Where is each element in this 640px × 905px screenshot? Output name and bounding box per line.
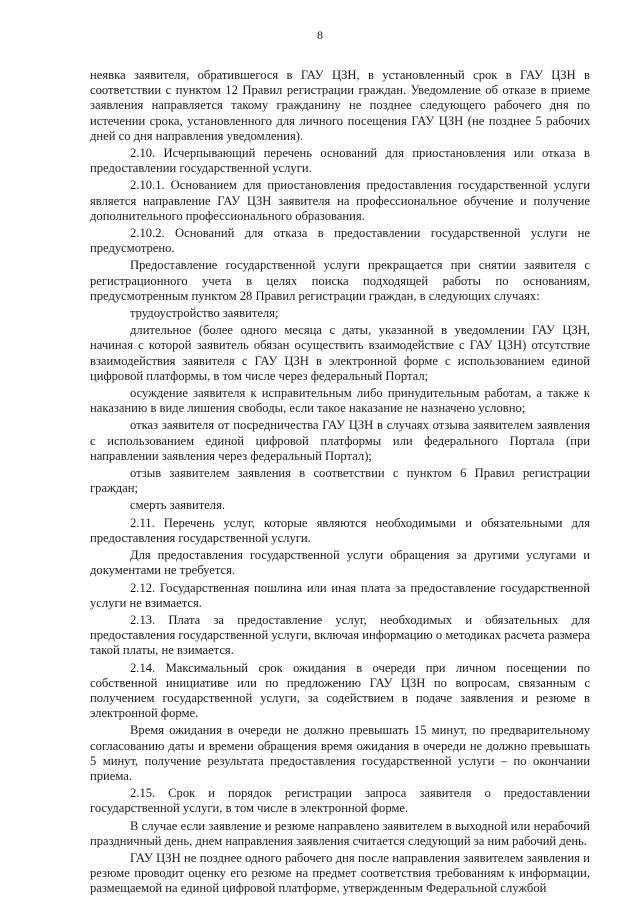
page-number: 8: [317, 28, 323, 42]
paragraph: 2.14. Максимальный срок ожидания в очереди при личном посещении по собственной инициативе или по предложению ГАУ ЦЗН по вопросам, связанным с получением государственной услуги, за содействием в подаче заявления и резюме в электронной форме.: [90, 660, 590, 721]
paragraph: длительное (более одного месяца с даты, указанной в уведомлении ГАУ ЦЗН, начиная с которой заявитель обязан осуществить взаимодействие с ГАУ ЦЗН) отсутствие взаимодействия заявителя с ГАУ ЦЗН в электронной форме с использованием единой цифровой платформы, в том числе через федеральный Портал;: [90, 323, 590, 383]
paragraph: смерть заявителя.: [130, 498, 226, 513]
paragraph: осуждение заявителя к исправительным либо принудительным работам, а также к наказанию в виде лишения свободы, если такое наказание не назначено условно;: [90, 386, 590, 416]
paragraph: ГАУ ЦЗН не позднее одного рабочего дня после направления заявителем заявления и резюме проводит оценку его резюме на предмет соответствия требованиям к информации, размещаемой на единой цифровой платформе, утвержденным Федеральной службой: [90, 850, 590, 896]
paragraph: В случае если заявление и резюме направлено заявителем в выходной или нерабочий праздничный день, днем направления заявления считается следующий за ним рабочий день.: [90, 818, 590, 848]
document-body: [90, 68, 590, 899]
paragraph: отзыв заявителем заявления в соответствии с пунктом 6 Правил регистрации граждан;: [90, 466, 590, 496]
paragraph: 2.13. Плата за предоставление услуг, необходимых и обязательных для предоставления государственной услуги, включая информацию о методиках расчета размера такой платы, не взимается.: [90, 612, 590, 658]
paragraph: 2.15. Срок и порядок регистрации запроса заявителя о предоставлении государственной услуги, в том числе в электронной форме.: [90, 786, 590, 816]
paragraph: отказ заявителя от посредничества ГАУ ЦЗН в случаях отзыва заявителем заявления с использованием единой цифровой платформы или федерального Портала (при направлении заявления через федеральный Портал);: [90, 418, 590, 463]
paragraph: Время ожидания в очереди не должно превышать 15 минут, по предварительному согласованию даты и времени обращения время ожидания в очереди не должно превышать 5 минут, получение результата предоставления государственной услуги – по окончании приема.: [90, 723, 590, 783]
paragraph: неявка заявителя, обратившегося в ГАУ ЦЗН, в установленный срок в ГАУ ЦЗН в соответствии с пунктом 12 Правил регистрации граждан. Уведомление об отказе в приеме заявления направляется такому гражданину не позднее следующего рабочего дня по истечении срока, установленного для личного посещения ГАУ ЦЗН (не позднее 5 рабочих дней со дня направления уведомления).: [90, 68, 590, 143]
paragraph: 2.10.1. Основанием для приостановления предоставления государственной услуги является направление ГАУ ЦЗН заявителя на профессиональное обучение и получение дополнительного профессионального образования.: [90, 178, 590, 223]
paragraph: 2.12. Государственная пошлина или иная плата за предоставление государственной услуги не взимается.: [90, 580, 590, 610]
paragraph: 2.10. Исчерпывающий перечень оснований для приостановления или отказа в предоставлении государственной услуги.: [90, 146, 590, 176]
paragraph: Для предоставления государственной услуги обращения за другими услугами и документами не требуется.: [90, 548, 590, 578]
paragraph: трудоустройство заявителя;: [130, 306, 279, 321]
paragraph: 2.11. Перечень услуг, которые являются необходимыми и обязательными для предоставления государственной услуги.: [90, 515, 590, 545]
paragraph: 2.10.2. Оснований для отказа в предоставлении государственной услуги не предусмотрено.: [90, 226, 590, 256]
paragraph: Предоставление государственной услуги прекращается при снятии заявителя с регистрационного учета в целях поиска подходящей работы по основаниям, предусмотренным пунктом 28 Правил регистрации граждан, в следующих случаях:: [90, 258, 590, 303]
